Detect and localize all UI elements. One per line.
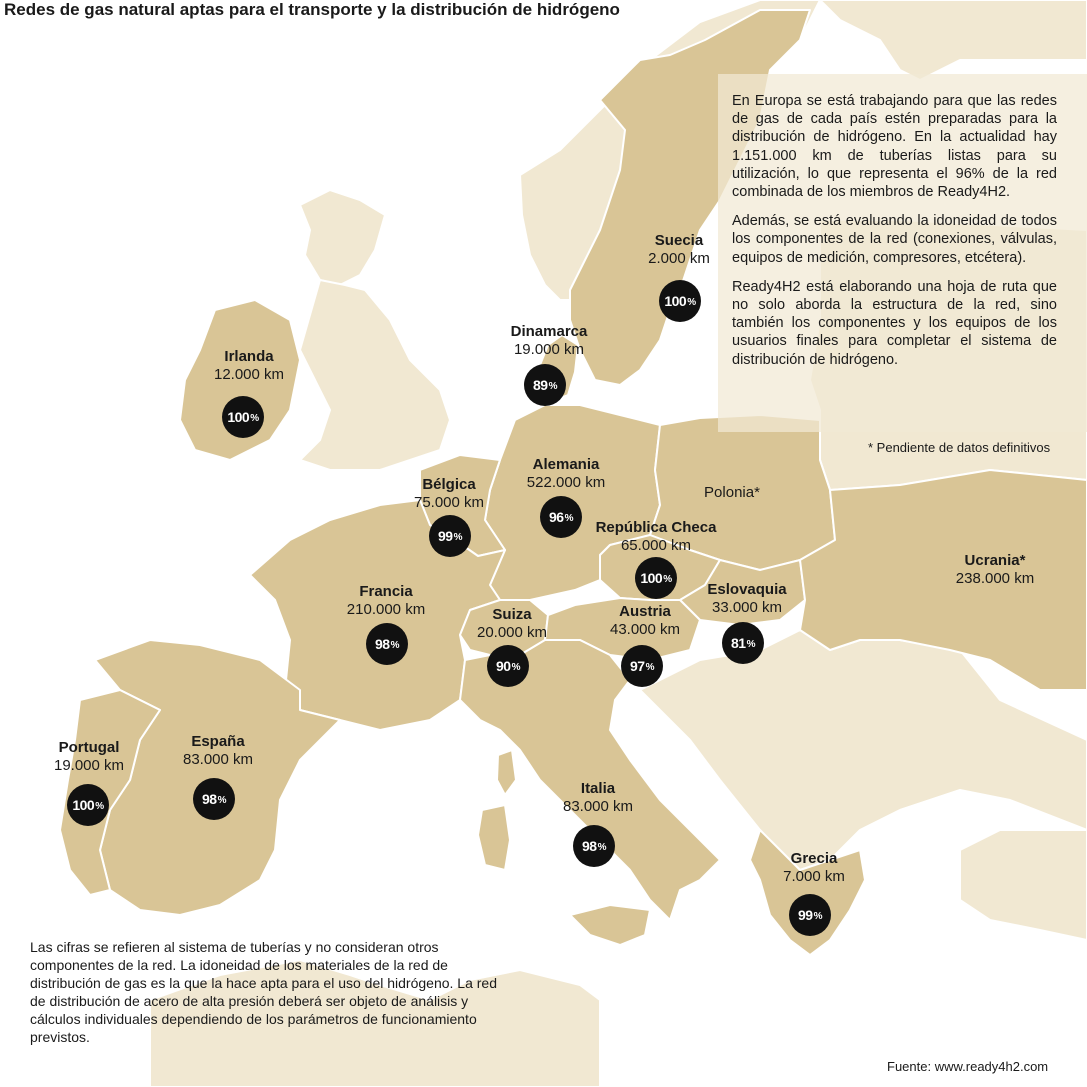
- page-title: Redes de gas natural aptas para el transporte y la distribución de hidrógeno: [4, 0, 620, 19]
- country-km: 83.000 km: [562, 798, 634, 815]
- percentage-badge: [366, 623, 408, 665]
- badge-percent-sign: %: [564, 513, 573, 524]
- country-name: España: [191, 733, 245, 750]
- badge-percent-sign: %: [453, 532, 462, 543]
- country-label-espana: [183, 733, 253, 769]
- country-label-grecia: [783, 850, 845, 886]
- badge-value: 100: [227, 409, 250, 425]
- country-name: Austria: [619, 603, 671, 620]
- methodology-note: Las cifras se refieren al sistema de tuberías y no consideran otros componentes de la red. La idoneidad de los materiales de la red de distribución de gas es la que la hace apta para el uso del hidrógeno. La red de distribución de acero de alta presión deberá ser objeto de análisis y cálculos individuales dependiendo de los parámetros de funcionamiento previstos.: [30, 939, 497, 1045]
- land-sicily: [570, 905, 650, 945]
- country-km: 83.000 km: [182, 751, 254, 768]
- country-label-dinamarca: [511, 323, 588, 359]
- country-name: Italia: [580, 780, 616, 797]
- badge-value: 98: [582, 838, 597, 854]
- badge-percent-sign: %: [663, 574, 672, 585]
- badge-percent-sign: %: [813, 911, 822, 922]
- country-km: 43.000 km: [609, 621, 681, 638]
- info-paragraph: Ready4H2 está elaborando una hoja de ruta que no solo aborda la estructura de la red, sino también los componentes y los equipos de los usuarios finales para completar el sistema de distribución de hidrógeno.: [732, 278, 1057, 368]
- percentage-badge: [789, 894, 831, 936]
- percentage-badge: [193, 778, 235, 820]
- badge-value: 90: [496, 658, 511, 674]
- country-km: 12.000 km: [213, 366, 285, 383]
- badge-value: 89: [533, 377, 548, 393]
- country-name: Suecia: [654, 232, 704, 249]
- land-turkey: [960, 830, 1087, 940]
- country-name: Polonia*: [704, 484, 760, 501]
- badge-value: 97: [630, 658, 645, 674]
- country-name: Dinamarca: [510, 323, 588, 340]
- badge-value: 81: [731, 635, 746, 651]
- badge-percent-sign: %: [746, 639, 755, 650]
- badge-percent-sign: %: [645, 662, 654, 673]
- country-km: 75.000 km: [413, 494, 485, 511]
- country-km: 20.000 km: [476, 624, 548, 641]
- country-name: Ucrania*: [964, 552, 1026, 569]
- percentage-badge: [67, 784, 109, 826]
- footnote: * Pendiente de datos definitivos: [868, 440, 1051, 455]
- country-name: Alemania: [532, 456, 600, 473]
- country-km: 2.000 km: [648, 250, 710, 267]
- land-scotland: [300, 190, 385, 285]
- land-finland: [820, 0, 1087, 80]
- badge-value: 100: [640, 570, 663, 586]
- country-name: Grecia: [790, 850, 838, 867]
- country-label-ucrania: [956, 552, 1034, 588]
- country-name: República Checa: [595, 519, 717, 536]
- badge-percent-sign: %: [687, 297, 696, 308]
- source-credit: Fuente: www.ready4h2.com: [887, 1059, 1049, 1074]
- country-km: 19.000 km: [513, 341, 585, 358]
- percentage-badge: [722, 622, 764, 664]
- badge-percent-sign: %: [95, 801, 104, 812]
- country-km: 210.000 km: [346, 601, 426, 618]
- country-km: 19.000 km: [53, 757, 125, 774]
- country-label-eslovaquia: [707, 581, 786, 617]
- country-label-polonia: [704, 484, 760, 502]
- country-label-republica-checa: [596, 519, 717, 555]
- badge-value: 100: [664, 293, 687, 309]
- country-label-suecia: [648, 232, 710, 268]
- land-england: [300, 280, 450, 470]
- badge-value: 96: [549, 509, 564, 525]
- info-box: [718, 74, 1087, 432]
- percentage-badge: [621, 645, 663, 687]
- badge-value: 99: [438, 528, 453, 544]
- badge-value: 100: [72, 797, 95, 813]
- badge-percent-sign: %: [511, 662, 520, 673]
- country-label-belgica: [414, 476, 484, 512]
- badge-percent-sign: %: [390, 640, 399, 651]
- country-label-portugal: [54, 739, 124, 775]
- country-label-austria: [610, 603, 680, 639]
- badge-value: 98: [375, 636, 390, 652]
- info-paragraph: En Europa se está trabajando para que las redes de gas de cada país estén preparadas para la distribución de hidrógeno. En la actualidad hay 1.151.000 km de tuberías listas para su utilización, lo que representa el 96% de la red combinada de los miembros de Ready4H2.: [732, 93, 1057, 201]
- badge-value: 99: [798, 907, 813, 923]
- country-label-italia: [563, 780, 633, 816]
- percentage-badge: [487, 645, 529, 687]
- country-name: Irlanda: [224, 348, 274, 365]
- land-corsica: [497, 750, 516, 795]
- country-km: 522.000 km: [526, 474, 606, 491]
- country-name: Portugal: [58, 739, 120, 756]
- badge-value: 98: [202, 791, 217, 807]
- percentage-badge: [429, 515, 471, 557]
- badge-percent-sign: %: [217, 795, 226, 806]
- land-sardinia: [478, 805, 510, 870]
- country-name: Suiza: [492, 606, 532, 623]
- country-km: 238.000 km: [955, 570, 1035, 587]
- percentage-badge: [573, 825, 615, 867]
- country-label-suiza: [477, 606, 547, 642]
- country-label-francia: [347, 583, 425, 619]
- badge-percent-sign: %: [597, 842, 606, 853]
- country-name: Francia: [359, 583, 413, 600]
- percentage-badge: [635, 557, 677, 599]
- info-paragraph: Además, se está evaluando la idoneidad de todos los componentes de la red (conexiones, válvulas, equipos de medición, compresores, etcétera).: [732, 213, 1057, 266]
- country-label-alemania: [527, 456, 605, 492]
- country-km: 7.000 km: [783, 868, 845, 885]
- percentage-badge: [524, 364, 566, 406]
- percentage-badge: [540, 496, 582, 538]
- badge-percent-sign: %: [250, 413, 259, 424]
- percentage-badge: [222, 396, 264, 438]
- country-name: Eslovaquia: [707, 581, 787, 598]
- country-km: 33.000 km: [711, 599, 783, 616]
- percentage-badge: [659, 280, 701, 322]
- country-name: Bélgica: [422, 476, 476, 493]
- badge-percent-sign: %: [548, 381, 557, 392]
- country-km: 65.000 km: [620, 537, 692, 554]
- country-label-irlanda: [214, 348, 284, 384]
